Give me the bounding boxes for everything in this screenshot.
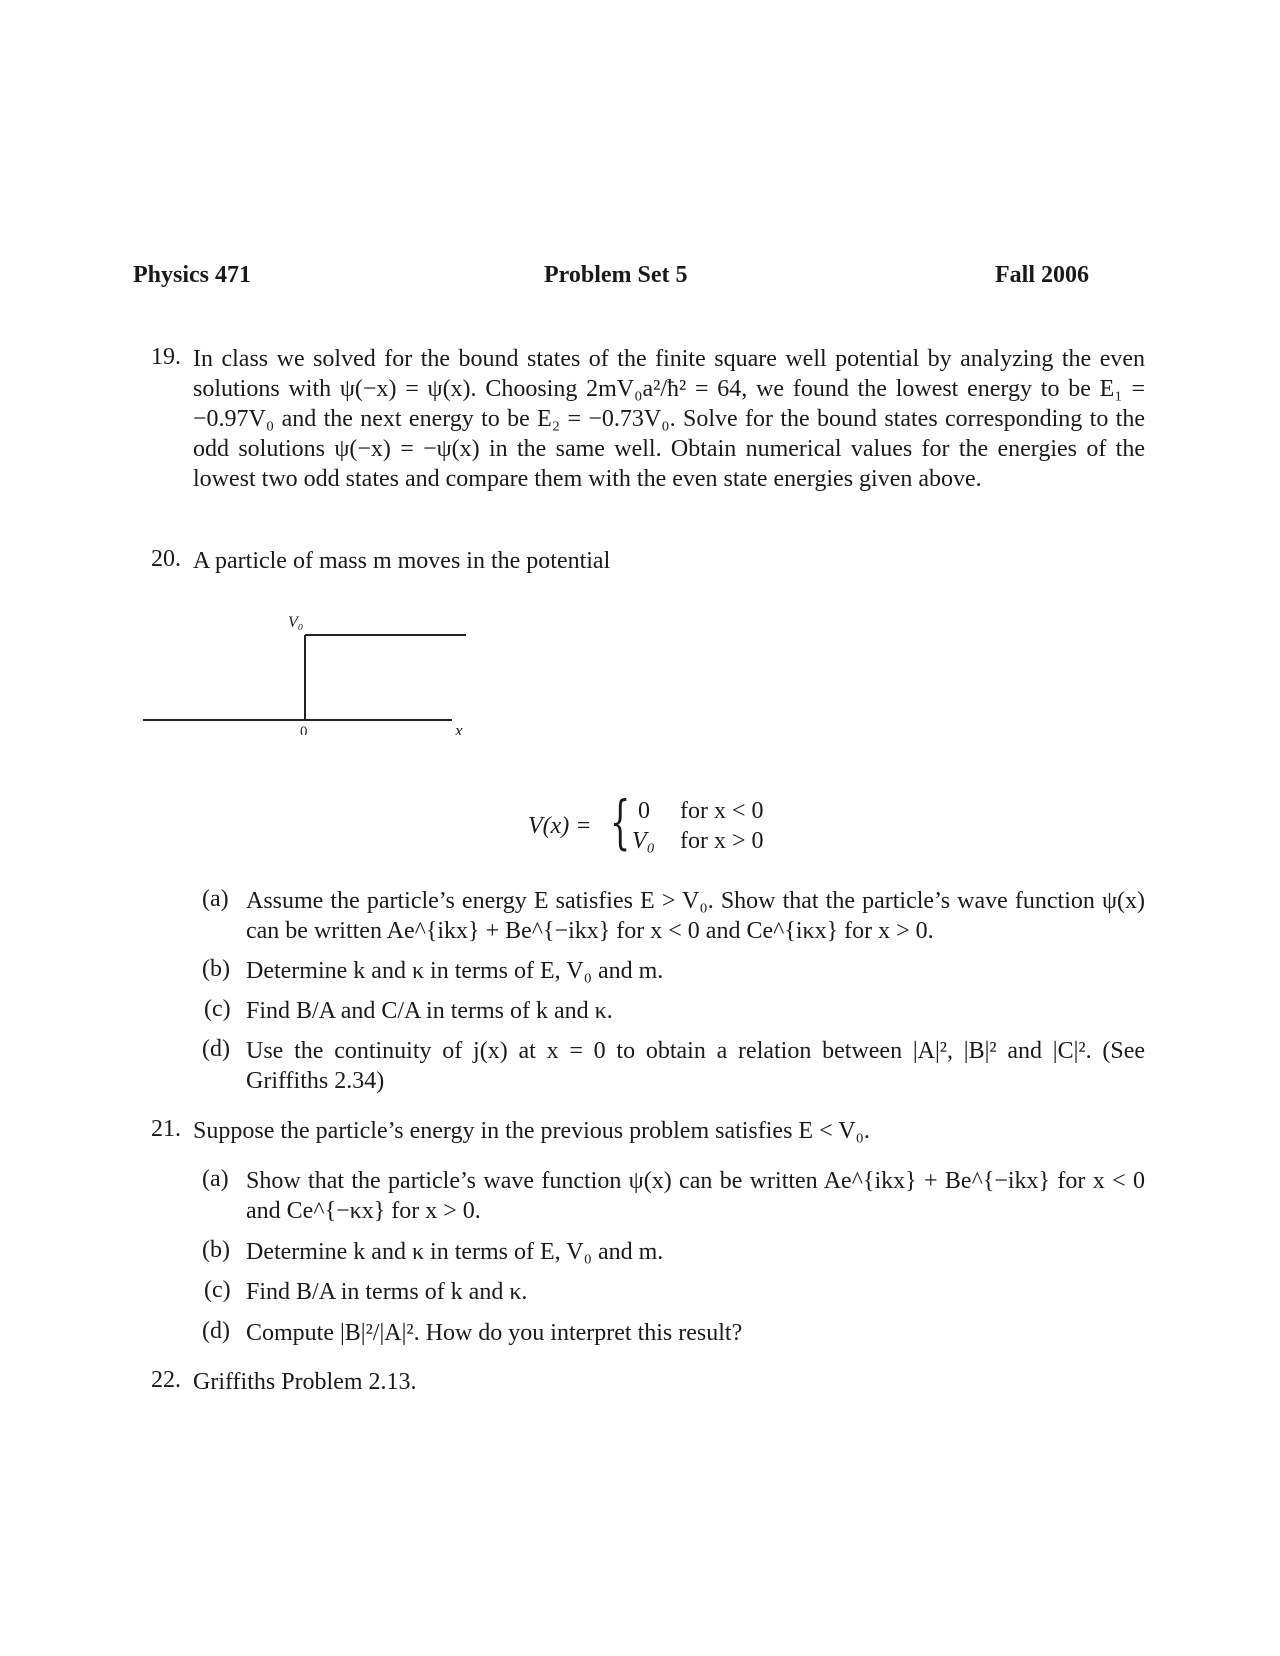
part-label: (c) [204, 1277, 231, 1303]
v0-label: V₀ [288, 614, 304, 631]
part-label: (a) [202, 1166, 229, 1192]
problem-21-part-b: Determine k and κ in terms of E, V₀ and m. [246, 1239, 664, 1265]
origin-label: 0 [300, 724, 308, 735]
part-label: (c) [204, 996, 231, 1022]
equation-row2-condition: for x > 0 [680, 828, 764, 854]
term-label: Fall 2006 [995, 262, 1089, 288]
problem-20-part-c: Find B/A and C/A in terms of k and κ. [246, 998, 613, 1024]
problem-number-20: 20. [151, 546, 181, 572]
problem-21-part-a: Show that the particle’s wave function ψ(x) can be written Ae^{ikx} + Be^{−ikx} for x < 0 and Ce^{−κx} for x > 0. [246, 1168, 1145, 1224]
problem-number-19: 19. [151, 344, 181, 370]
problem-set-title: Problem Set 5 [544, 262, 688, 288]
part-label: (d) [202, 1318, 230, 1344]
problem-20-part-d: Use the continuity of j(x) at x = 0 to obtain a relation between |A|², |B|² and |C|². (See Griffiths 2.34) [246, 1038, 1145, 1094]
course-title: Physics 471 [133, 262, 252, 288]
equation-row2-value: V₀ [632, 828, 656, 854]
problem-19-text: In class we solved for the bound states of the finite square well potential by analyzing the even solutions with ψ(−x) = ψ(x). Choosing 2mV₀a²/ħ² = 64, we found the lowest energy to be E₁ = −0.97V₀ and the next energy to be E₂ = −0.73V₀. Solve for the bound states corresponding to the odd solutions ψ(−x) = −ψ(x) in the same well. Obtain numerical values for the energies of the lowest two odd states and compare them with the even state energies given above. [193, 346, 1145, 492]
problem-21-part-d: Compute |B|²/|A|². How do you interpret this result? [246, 1320, 743, 1346]
problem-21-part-c: Find B/A in terms of k and κ. [246, 1279, 528, 1305]
problem-number-21: 21. [151, 1116, 181, 1142]
problem-22-text: Griffiths Problem 2.13. [193, 1369, 417, 1395]
problem-number-22: 22. [151, 1367, 181, 1393]
equation-brace: { [610, 788, 631, 856]
step-potential-figure [130, 605, 470, 735]
equation-row1-value: 0 [638, 798, 650, 824]
problem-20-text: A particle of mass m moves in the potential [193, 548, 611, 574]
equation-lhs: V(x) = [528, 813, 592, 839]
part-label: (b) [202, 1237, 230, 1263]
part-label: (a) [202, 886, 229, 912]
problem-20-part-a: Assume the particle’s energy E satisfies E > V₀. Show that the particle’s wave function ψ(x) can be written Ae^{ikx} + Be^{−ikx} for x < 0 and Ce^{iκx} for x > 0. [246, 888, 1145, 944]
part-label: (d) [202, 1036, 230, 1062]
x-axis-label: x [455, 721, 463, 735]
problem-21-text: Suppose the particle’s energy in the previous problem satisfies E < V₀. [193, 1118, 870, 1144]
part-label: (b) [202, 956, 230, 982]
equation-row1-condition: for x < 0 [680, 798, 764, 824]
problem-20-part-b: Determine k and κ in terms of E, V₀ and m. [246, 958, 664, 984]
